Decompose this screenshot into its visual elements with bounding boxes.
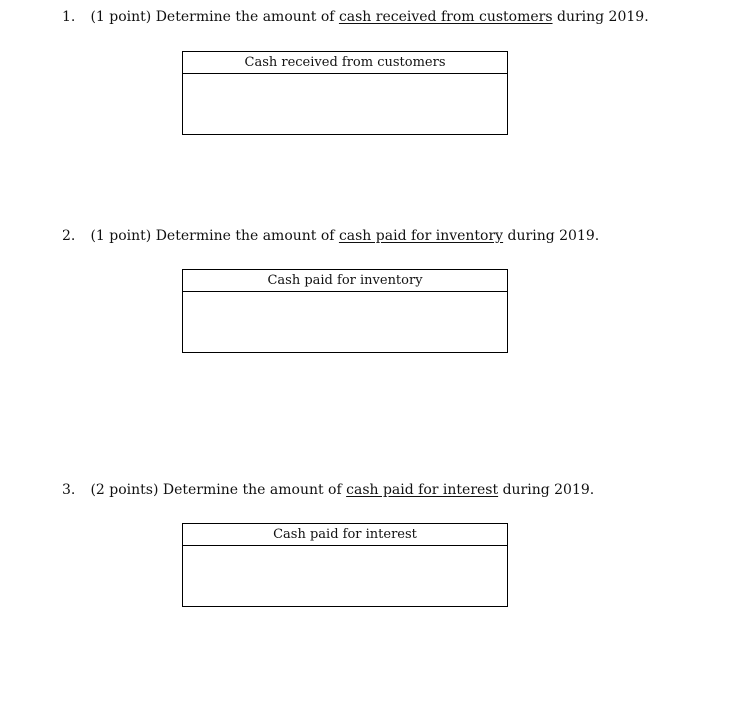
question-3 <box>62 481 594 499</box>
question-2-emphasis: cash paid for inventory <box>338 228 504 244</box>
question-1 <box>62 8 649 26</box>
question-1-number: 1. <box>62 9 76 25</box>
question-2 <box>62 227 599 245</box>
question-2-number: 2. <box>62 228 76 244</box>
question-1-suffix: during 2019. <box>556 9 649 25</box>
answer-table-2-cell[interactable] <box>183 292 507 352</box>
question-3-suffix: during 2019. <box>502 482 595 498</box>
answer-table-3-cell[interactable] <box>183 546 507 606</box>
question-3-prefix: Determine the amount of <box>162 482 342 498</box>
answer-table-1-header: Cash received from customers <box>183 52 507 74</box>
answer-table-3 <box>182 523 508 607</box>
question-1-points: (1 point) <box>90 9 152 25</box>
question-1-emphasis: cash received from customers <box>338 9 553 25</box>
answer-table-3-header: Cash paid for interest <box>183 524 507 546</box>
question-1-prefix: Determine the amount of <box>155 9 335 25</box>
answer-table-1-cell[interactable] <box>183 74 507 134</box>
question-2-prefix: Determine the amount of <box>155 228 335 244</box>
question-3-points: (2 points) <box>90 482 159 498</box>
answer-table-2-header: Cash paid for inventory <box>183 270 507 292</box>
question-3-emphasis: cash paid for interest <box>346 482 499 498</box>
answer-table-2 <box>182 269 508 353</box>
question-3-number: 3. <box>62 482 76 498</box>
question-2-suffix: during 2019. <box>507 228 600 244</box>
question-2-points: (1 point) <box>90 228 152 244</box>
answer-table-1 <box>182 51 508 135</box>
